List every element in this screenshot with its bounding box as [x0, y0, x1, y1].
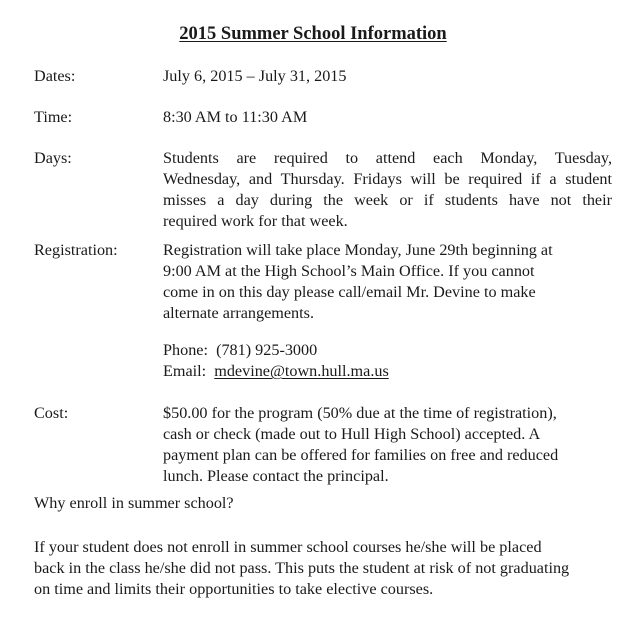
- registration-line: alternate arrangements.: [163, 304, 314, 322]
- why-line: If your student does not enroll in summer school courses he/she will be placed: [34, 538, 542, 556]
- registration-text: [163, 240, 612, 324]
- cost-line: payment plan can be offered for families on free and reduced: [163, 446, 559, 464]
- why-paragraph: [34, 537, 612, 600]
- phone-number: (781) 925-3000: [216, 341, 318, 359]
- days-line: required work for that week.: [163, 212, 348, 230]
- dates-label: Dates:: [34, 67, 76, 85]
- registration-line: 9:00 AM at the High School’s Main Office. If you cannot: [163, 262, 535, 280]
- time-label: Time:: [34, 108, 73, 126]
- cost-text: [163, 403, 612, 487]
- phone-line: [163, 340, 612, 361]
- dates-value: July 6, 2015 – July 31, 2015: [163, 67, 347, 85]
- time-value: 8:30 AM to 11:30 AM: [163, 108, 308, 126]
- registration-label: Registration:: [34, 241, 118, 259]
- why-line: on time and limits their opportunities to take elective courses.: [34, 580, 434, 598]
- cost-line: lunch. Please contact the principal.: [163, 467, 389, 485]
- days-text: [163, 148, 612, 232]
- days-line: Students are required to attend each Monday, Tuesday,: [163, 149, 612, 167]
- why-heading: Why enroll in summer school?: [34, 494, 234, 512]
- cost-label: Cost:: [34, 404, 69, 422]
- phone-label: Phone:: [163, 341, 208, 359]
- cost-line: cash or check (made out to Hull High School) accepted. A: [163, 425, 541, 443]
- email-link[interactable]: mdevine@town.hull.ma.us: [214, 362, 389, 380]
- page-title: 2015 Summer School Information: [179, 24, 447, 44]
- days-line: Wednesday, and Thursday. Fridays will be required if a student: [163, 170, 612, 188]
- days-line: misses a day during the week or if students have not their: [163, 191, 612, 209]
- why-line: back in the class he/she did not pass. This puts the student at risk of not graduating: [34, 559, 570, 577]
- cost-line: $50.00 for the program (50% due at the time of registration),: [163, 404, 557, 422]
- email-label: Email:: [163, 362, 207, 380]
- contact-block: [163, 340, 612, 382]
- registration-line: come in on this day please call/email Mr. Devine to make: [163, 283, 536, 301]
- email-line: [163, 361, 612, 382]
- days-label: Days:: [34, 149, 72, 167]
- registration-line: Registration will take place Monday, June 29th beginning at: [163, 241, 553, 259]
